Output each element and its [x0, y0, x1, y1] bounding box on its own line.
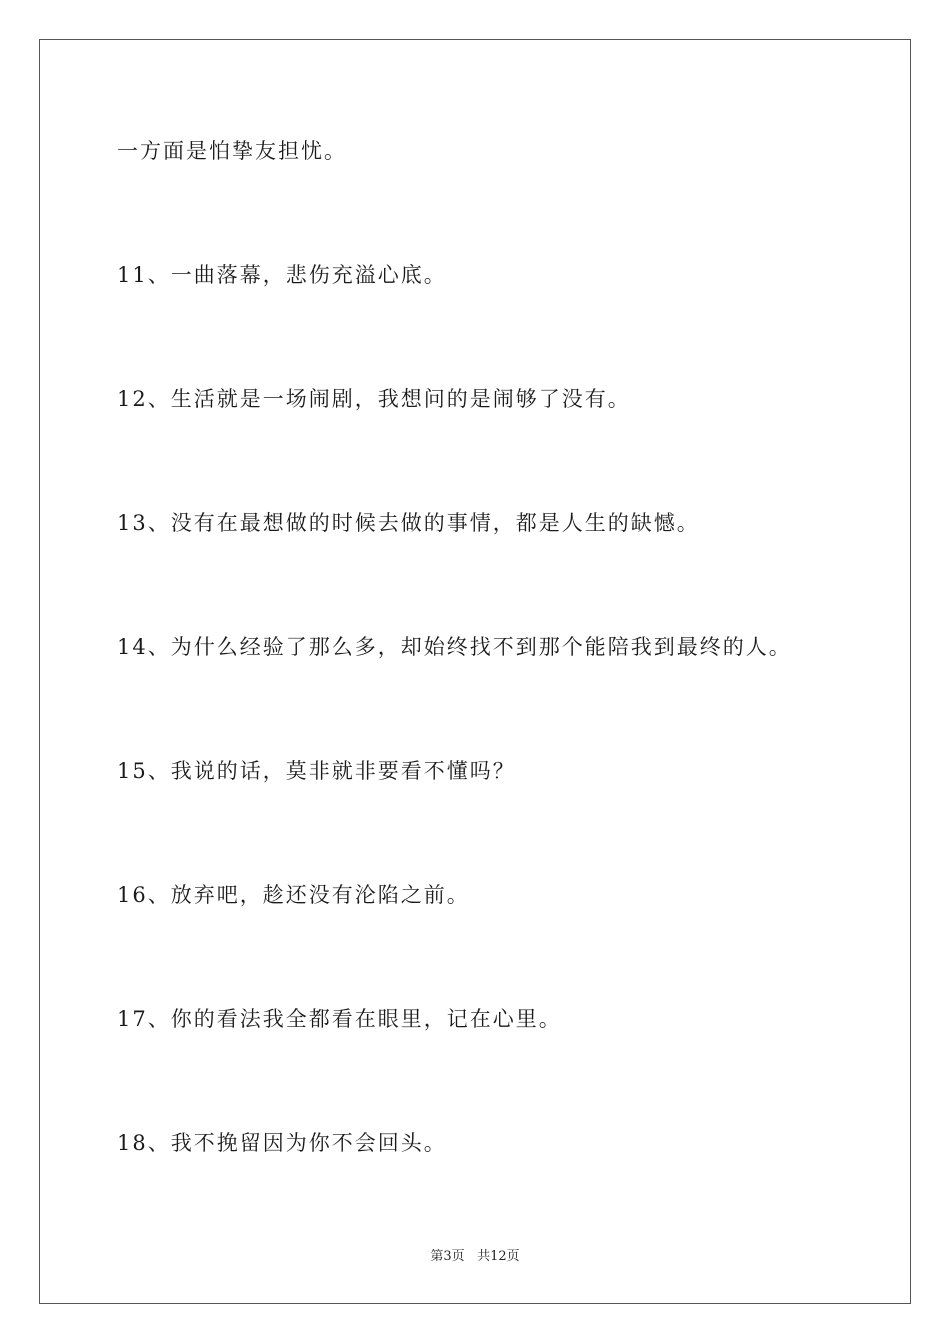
text-line: 17、你的看法我全都看在眼里，记在心里。	[117, 1007, 562, 1031]
text-line: 12、生活就是一场闹剧，我想问的是闹够了没有。	[117, 387, 631, 411]
page-total: 共12页	[477, 1249, 520, 1264]
text-line: 15、我说的话，莫非就非要看不懂吗？	[117, 759, 516, 783]
text-line: 一方面是怕挚友担忧。	[117, 139, 347, 163]
text-line: 13、没有在最想做的时候去做的事情，都是人生的缺憾。	[117, 511, 700, 535]
text-line: 14、为什么经验了那么多，却始终找不到那个能陪我到最终的人。	[117, 635, 792, 659]
text-line: 11、一曲落幕，悲伤充溢心底。	[117, 263, 447, 287]
text-line: 18、我不挽留因为你不会回头。	[117, 1131, 447, 1155]
page-number: 第3页	[430, 1249, 465, 1264]
text-line: 16、放弃吧，趁还没有沦陷之前。	[117, 883, 470, 907]
page-footer	[0, 1249, 950, 1265]
page-border	[39, 39, 911, 1304]
